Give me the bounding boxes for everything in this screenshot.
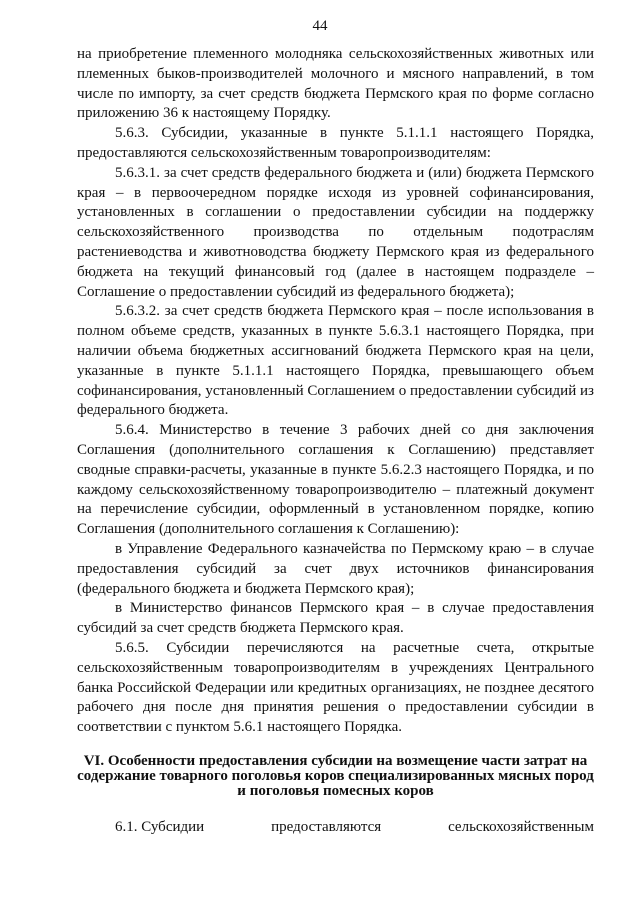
paragraph-6-1-first-line [115, 818, 594, 838]
paragraph-continuation: на приобретение племенного молодняка сельскохозяйственных животных или племенных быков-производителей молочного и мясного направлений, в том числе по импорту, за счет средств бюджета Пермского края по форме согласно приложению 36 к настоящему Порядку. [77, 46, 594, 122]
last-line-word-2: предоставляются [271, 818, 382, 835]
paragraph-federal-treasury: в Управление Федерального казначейства по Пермскому краю – в случае предоставления субсидий за счет двух источников финансирования (федерального бюджета и бюджета Пермского края); [77, 540, 594, 597]
paragraph-ministry-finance: в Министерство финансов Пермского края – в случае предоставления субсидий за счет средств бюджета Пермского края. [77, 600, 594, 637]
page-number: 44 [312, 18, 328, 34]
paragraph-5-6-3-1: 5.6.3.1. за счет средств федерального бюджета и (или) бюджета Пермского края – в первоочередном порядке исходя из уровней софинансирования, установленных в соглашении о предоставлении субсидии на поддержку сельскохозяйственного производства по отдельным подотраслям растениеводства и животноводства бюджету Пермского края из федерального бюджета на текущий финансовый год (далее в настоящем подразделе – Соглашение о предоставлении субсидий из федерального бюджета); [77, 164, 594, 300]
section-heading: VI. Особенности предоставления субсидии на возмещение части затрат на содержание товарного поголовья коров специализированных мясных пород и поголовья помесных коров [77, 752, 594, 799]
document-body [77, 45, 594, 838]
paragraph-5-6-5: 5.6.5. Субсидии перечисляются на расчетные счета, открытые сельскохозяйственным товаропроизводителям в учреждениях Центрального банка Российской Федерации или кредитных организациях, не позднее десятого рабочего дня после дня принятия решения о предоставлении субсидии в соответствии с пунктом 5.6.1 настоящего Порядка. [77, 639, 594, 736]
last-line-word-3: сельскохозяйственным [448, 818, 594, 835]
paragraph-5-6-4: 5.6.4. Министерство в течение 3 рабочих дней со дня заключения Соглашения (дополнительного соглашения к Соглашению) представляет сводные справки-расчеты, указанные в пункте 5.6.2.3 настоящего Порядка, и по каждому сельскохозяйственному товаропроизводителю – платежный документ на перечисление субсидии, оформленный в установленном порядке, копию Соглашения (дополнительного соглашения к Соглашению): [77, 422, 594, 538]
last-line-word-1: 6.1. Субсидии [115, 818, 205, 835]
paragraph-5-6-3: 5.6.3. Субсидии, указанные в пункте 5.1.1.1 настоящего Порядка, предоставляются сельскохозяйственным товаропроизводителям: [77, 125, 594, 161]
paragraph-5-6-3-2: 5.6.3.2. за счет средств бюджета Пермского края – после использования в полном объеме средств, указанных в пункте 5.6.3.1 настоящего Порядка, при наличии объема бюджетных ассигнований бюджета Пермского края на цели, указанные в пункте 5.1.1.1 настоящего Порядка, превышающего объем софинансирования, установленный Соглашением о предоставлении субсидий из федерального бюджета. [77, 303, 594, 419]
